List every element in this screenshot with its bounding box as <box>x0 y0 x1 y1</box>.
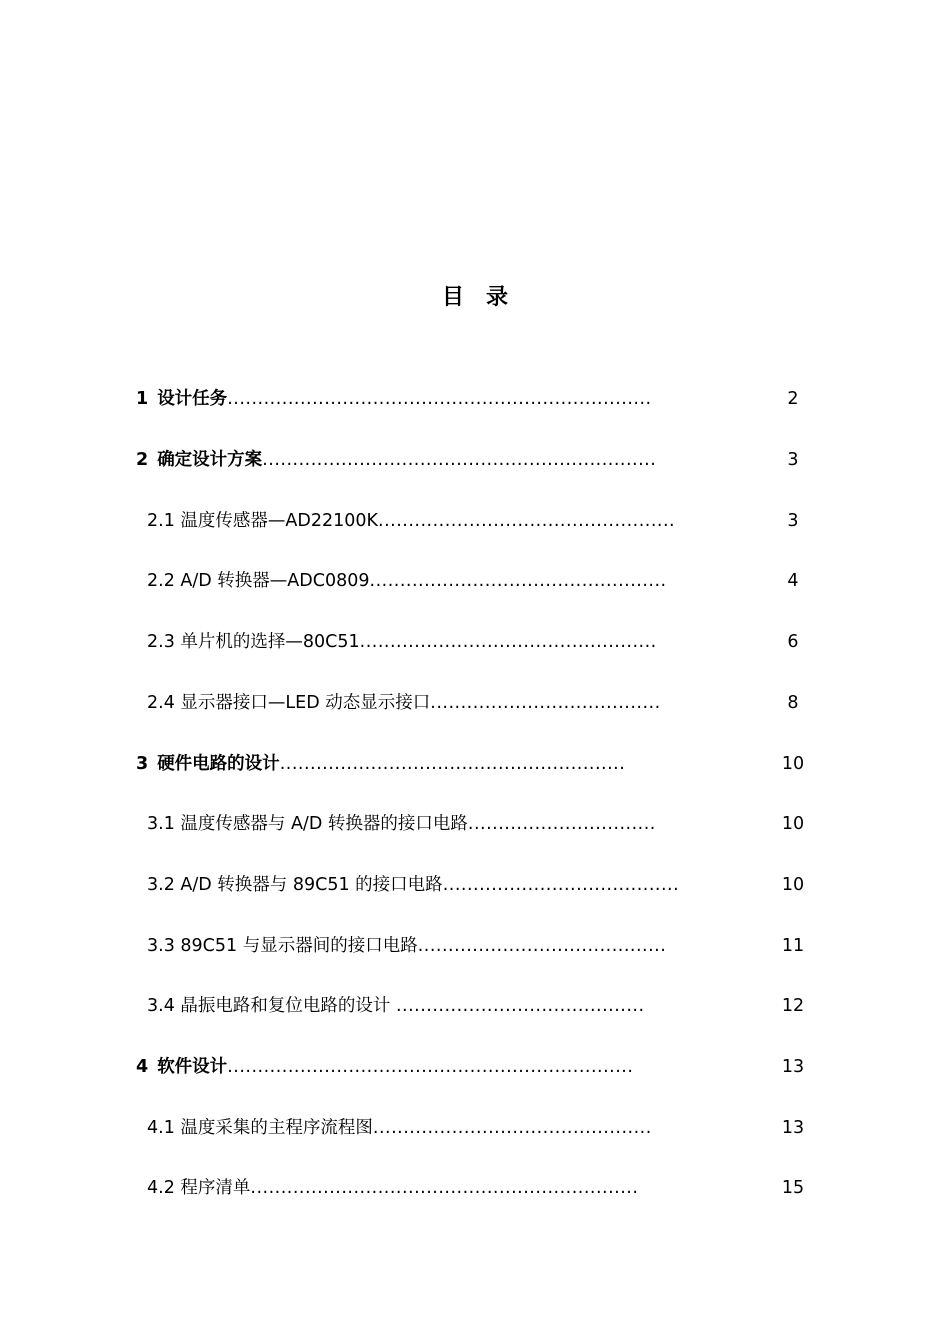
toc-entry-label: 2.2 A/D 转换器—ADC0809 <box>147 571 370 591</box>
toc-page-number: 13 <box>781 1057 805 1077</box>
toc-entry-number: 2 <box>136 450 149 470</box>
toc-entry[interactable] <box>147 629 657 655</box>
toc-page-number: 8 <box>787 693 799 713</box>
toc-leader-dots: .............................................. <box>372 1118 652 1138</box>
toc-page-number: 12 <box>781 996 805 1016</box>
toc-leader-dots: ................................................. <box>378 511 676 531</box>
toc-entry-label: 软件设计 <box>157 1057 228 1077</box>
toc-entry[interactable] <box>147 568 667 594</box>
toc-entry[interactable] <box>136 1054 633 1080</box>
toc-entry-label: 3.1 温度传感器与 A/D 转换器的接口电路 <box>147 814 468 834</box>
toc-entry[interactable] <box>136 751 625 777</box>
toc-entry-label: 2.4 显示器接口—LED 动态显示接口 <box>147 693 431 713</box>
toc-page-number: 6 <box>787 632 799 652</box>
toc-leader-dots: ......................................................... <box>279 754 626 774</box>
toc-entry-number: 1 <box>136 389 149 409</box>
toc-entry-label: 2.3 单片机的选择—80C51 <box>147 632 360 652</box>
toc-page-number: 15 <box>781 1178 805 1198</box>
toc-leader-dots: ............................... <box>467 814 656 834</box>
toc-page-number: 4 <box>787 571 799 591</box>
toc-leader-dots: ....................................... <box>442 875 680 895</box>
toc-entry-number: 3 <box>136 754 149 774</box>
toc-entry[interactable] <box>136 386 652 412</box>
toc-leader-dots: ................................................................. <box>262 450 657 470</box>
toc-page-number: 11 <box>781 936 805 956</box>
toc-entry-label: 4.1 温度采集的主程序流程图 <box>147 1118 373 1138</box>
title-char-1: 目 <box>441 285 464 310</box>
toc-entry-label: 4.2 程序清单 <box>147 1178 251 1198</box>
toc-entry[interactable] <box>147 1115 652 1141</box>
toc-entry[interactable] <box>147 872 679 898</box>
toc-page-number: 10 <box>781 875 805 895</box>
toc-entry[interactable] <box>147 811 656 837</box>
toc-entry[interactable] <box>147 993 645 1019</box>
toc-leader-dots: ................................................. <box>369 571 667 591</box>
toc-leader-dots: ......................................... <box>417 936 667 956</box>
toc-entry-number: 4 <box>136 1057 149 1077</box>
toc-page-number: 3 <box>787 511 799 531</box>
toc-entry[interactable] <box>147 933 666 959</box>
toc-entry-label: 确定设计方案 <box>157 450 263 470</box>
toc-entry[interactable] <box>136 447 656 473</box>
toc-leader-dots: ...................................... <box>430 693 661 713</box>
toc-leader-dots: ................................................. <box>359 632 657 652</box>
toc-page-number: 13 <box>781 1118 805 1138</box>
toc-entry-label: 3.3 89C51 与显示器间的接口电路 <box>147 936 418 956</box>
toc-entry-label: 3.2 A/D 转换器与 89C51 的接口电路 <box>147 875 443 895</box>
toc-entry-label: 设计任务 <box>157 389 228 409</box>
toc-entry-label: 2.1 温度传感器—AD22100K <box>147 511 378 531</box>
toc-page-number: 10 <box>781 814 805 834</box>
toc-leader-dots: ......................................... <box>395 996 645 1016</box>
toc-entry-label: 3.4 晶振电路和复位电路的设计 <box>147 996 396 1016</box>
toc-leader-dots: ................................................................ <box>250 1178 639 1198</box>
toc-entry[interactable] <box>147 508 675 534</box>
title-char-2: 录 <box>486 285 509 310</box>
toc-page-number: 10 <box>781 754 805 774</box>
toc-entry-label: 硬件电路的设计 <box>157 754 280 774</box>
toc-entry[interactable] <box>147 1175 638 1201</box>
toc-page-number: 3 <box>787 450 799 470</box>
toc-entry[interactable] <box>147 690 661 716</box>
toc-page-number: 2 <box>787 389 799 409</box>
toc-leader-dots: ...................................................................... <box>227 389 652 409</box>
toc-leader-dots: ................................................................... <box>227 1057 634 1077</box>
